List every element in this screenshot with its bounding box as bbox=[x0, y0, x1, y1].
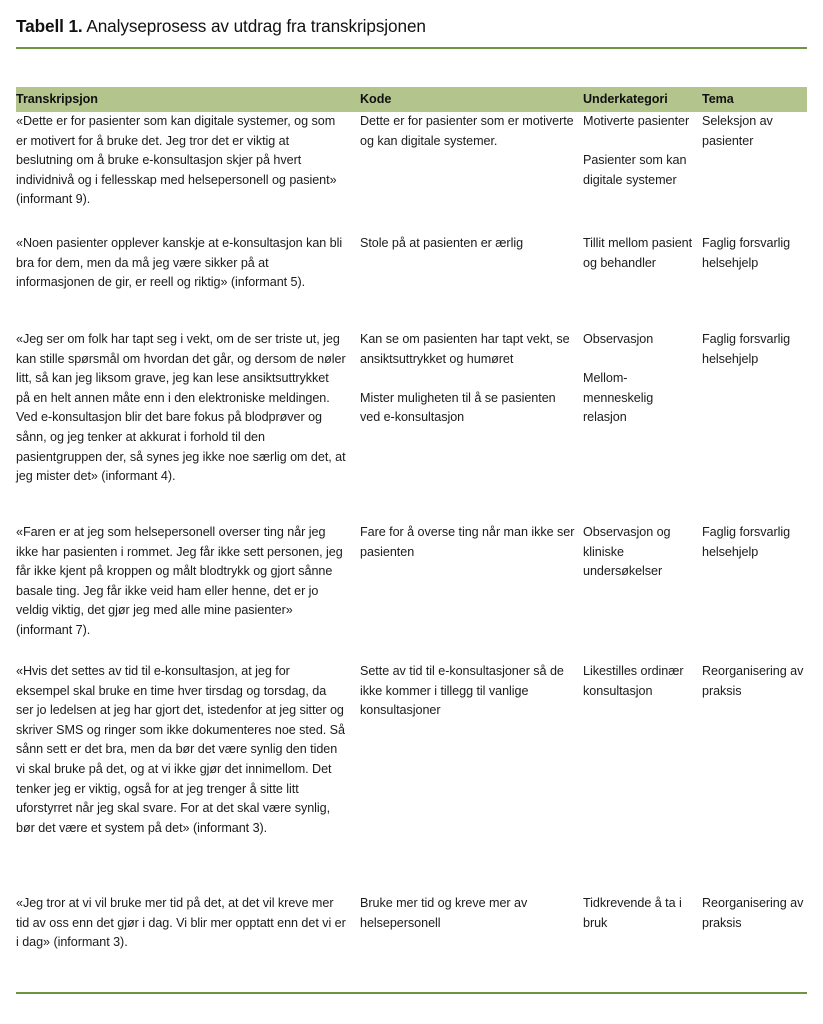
cell-transkripsjon bbox=[16, 662, 346, 838]
cell-tema bbox=[702, 234, 807, 273]
cell-transkripsjon bbox=[16, 234, 346, 293]
cell-paragraph: Observasjon bbox=[583, 332, 654, 346]
cell-paragraph: Tidkrevende å ta i bruk bbox=[583, 896, 682, 930]
cell-paragraph: «Hvis det settes av tid til e-konsultasjon, at jeg for eksempel skal bruke en time hver tirsdag og torsdag, da ser jo ledelsen at jeg har gjort det, istedenfor at jeg sitter og skriver SMS og ringer som ikke dokumenteres noe sted. Så sånn sett er det bra, men da bør det være synlig den tiden vi skal bruke på det, og at vi ikke gjør det innimellom. Det tenker jeg er viktig, også for at jeg trenger å sitte litt uforstyrret når jeg skal svare. For at det skal være synlig, bør det være et system på det» (informant 3). bbox=[16, 664, 345, 835]
table-caption bbox=[16, 16, 807, 38]
cell-kode bbox=[360, 234, 575, 254]
cell-underkategori bbox=[583, 330, 695, 428]
cell-underkategori bbox=[583, 234, 695, 273]
cell-paragraph: «Dette er for pasienter som kan digitale systemer, og som er motivert for å bruke det. Jeg tror det er viktig at beslutning om å bruke e-konsultasjon skjer på hvert individnivå og i fellesskap med helsepersonell og pasient» (informant 9). bbox=[16, 114, 337, 207]
cell-kode bbox=[360, 112, 575, 151]
cell-transkripsjon bbox=[16, 112, 346, 210]
cell-paragraph: Seleksjon av pasienter bbox=[702, 114, 773, 148]
cell-paragraph: Faglig forsvarlig helsehjelp bbox=[702, 525, 791, 559]
column-header-tema: Tema bbox=[702, 92, 734, 106]
cell-paragraph: «Faren er at jeg som helsepersonell overser ting når jeg ikke har pasienten i rommet. Jeg får ikke sett personen, jeg får ikke kjent på kroppen og målt blodtrykk og gjort sånne basale ting. Jeg får ikke veid ham eller henne, det er jo veldig viktig, det gjør jeg med alle mine pasienter» (informant 7). bbox=[16, 525, 343, 637]
table-row bbox=[16, 112, 807, 234]
cell-paragraph: Bruke mer tid og kreve mer av helsepersonell bbox=[360, 896, 528, 930]
cell-paragraph: Pasienter som kan digitale systemer bbox=[583, 153, 687, 187]
table-row bbox=[16, 523, 807, 662]
cell-paragraph: Reorganisering av praksis bbox=[702, 896, 804, 930]
table-row bbox=[16, 330, 807, 523]
cell-kode bbox=[360, 894, 575, 933]
cell-tema bbox=[702, 330, 807, 369]
table-body bbox=[16, 112, 807, 992]
cell-kode bbox=[360, 523, 575, 562]
cell-tema bbox=[702, 894, 807, 933]
cell-paragraph: Dette er for pasienter som er motiverte og kan digitale systemer. bbox=[360, 114, 574, 148]
table-caption-text: Analyseprosess av utdrag fra transkripsjonen bbox=[82, 16, 426, 36]
cell-paragraph: Tillit mellom pasient og behandler bbox=[583, 236, 693, 270]
table-bottom-rule bbox=[16, 992, 807, 994]
table-caption-label: Tabell 1. bbox=[16, 16, 83, 36]
cell-paragraph: Observasjon og kliniske undersøkelser bbox=[583, 525, 671, 579]
column-header-underkategori: Underkategori bbox=[583, 92, 668, 106]
cell-paragraph: Sette av tid til e-konsultasjoner så de ikke kommer i tillegg til vanlige konsultasjoner bbox=[360, 664, 564, 718]
cell-paragraph: Reorganisering av praksis bbox=[702, 664, 804, 698]
cell-underkategori bbox=[583, 894, 695, 933]
cell-paragraph: Faglig forsvarlig helsehjelp bbox=[702, 236, 791, 270]
analysis-process-table bbox=[16, 87, 807, 992]
table-header-row bbox=[16, 87, 807, 112]
cell-paragraph: Mellom-menneskelig relasjon bbox=[583, 371, 654, 425]
cell-tema bbox=[702, 112, 807, 151]
cell-paragraph: Faglig forsvarlig helsehjelp bbox=[702, 332, 791, 366]
cell-underkategori bbox=[583, 112, 695, 190]
cell-paragraph: Kan se om pasienten har tapt vekt, se ansiktsuttrykket og humøret bbox=[360, 332, 570, 366]
cell-kode bbox=[360, 330, 575, 428]
cell-paragraph: Fare for å overse ting når man ikke ser pasienten bbox=[360, 525, 575, 559]
table-row bbox=[16, 662, 807, 894]
cell-tema bbox=[702, 662, 807, 701]
cell-paragraph: «Jeg ser om folk har tapt seg i vekt, om de ser triste ut, jeg kan stille spørsmål om hvordan det går, og dersom de nøler litt, så kan jeg liksom grave, jeg kan lese ansiktsuttrykket på en helt annen måte enn i den elektroniske meldingen. Ved e-konsultasjon blir det bare fokus på blodprøver og sånn, og jeg tenker at akkurat i forhold til den pasientgruppen der, så synes jeg ikke noe særlig om det, at jeg mister det» (informant 4). bbox=[16, 332, 346, 484]
cell-paragraph: Motiverte pasienter bbox=[583, 114, 690, 128]
cell-underkategori bbox=[583, 523, 695, 582]
cell-paragraph: «Noen pasienter opplever kanskje at e-konsultasjon kan bli bra for dem, men da må jeg være sikker på at informasjonen de gir, er reell og riktig» (informant 5). bbox=[16, 236, 343, 290]
cell-paragraph: Stole på at pasienten er ærlig bbox=[360, 236, 524, 250]
cell-underkategori bbox=[583, 662, 695, 701]
column-header-kode: Kode bbox=[360, 92, 392, 106]
cell-transkripsjon bbox=[16, 330, 346, 487]
cell-kode bbox=[360, 662, 575, 721]
column-header-transkripsjon: Transkripsjon bbox=[16, 92, 98, 106]
cell-paragraph: «Jeg tror at vi vil bruke mer tid på det, at det vil kreve mer tid av oss enn det gjør i dag. Vi blir mer opptatt enn det vi er i dag» (informant 3). bbox=[16, 896, 346, 950]
caption-divider-rule bbox=[16, 47, 807, 49]
cell-transkripsjon bbox=[16, 523, 346, 641]
cell-transkripsjon bbox=[16, 894, 346, 953]
table-row bbox=[16, 234, 807, 330]
cell-paragraph: Likestilles ordinær konsultasjon bbox=[583, 664, 684, 698]
cell-paragraph: Mister muligheten til å se pasienten ved e-konsultasjon bbox=[360, 390, 556, 425]
table-row bbox=[16, 894, 807, 992]
cell-tema bbox=[702, 523, 807, 562]
